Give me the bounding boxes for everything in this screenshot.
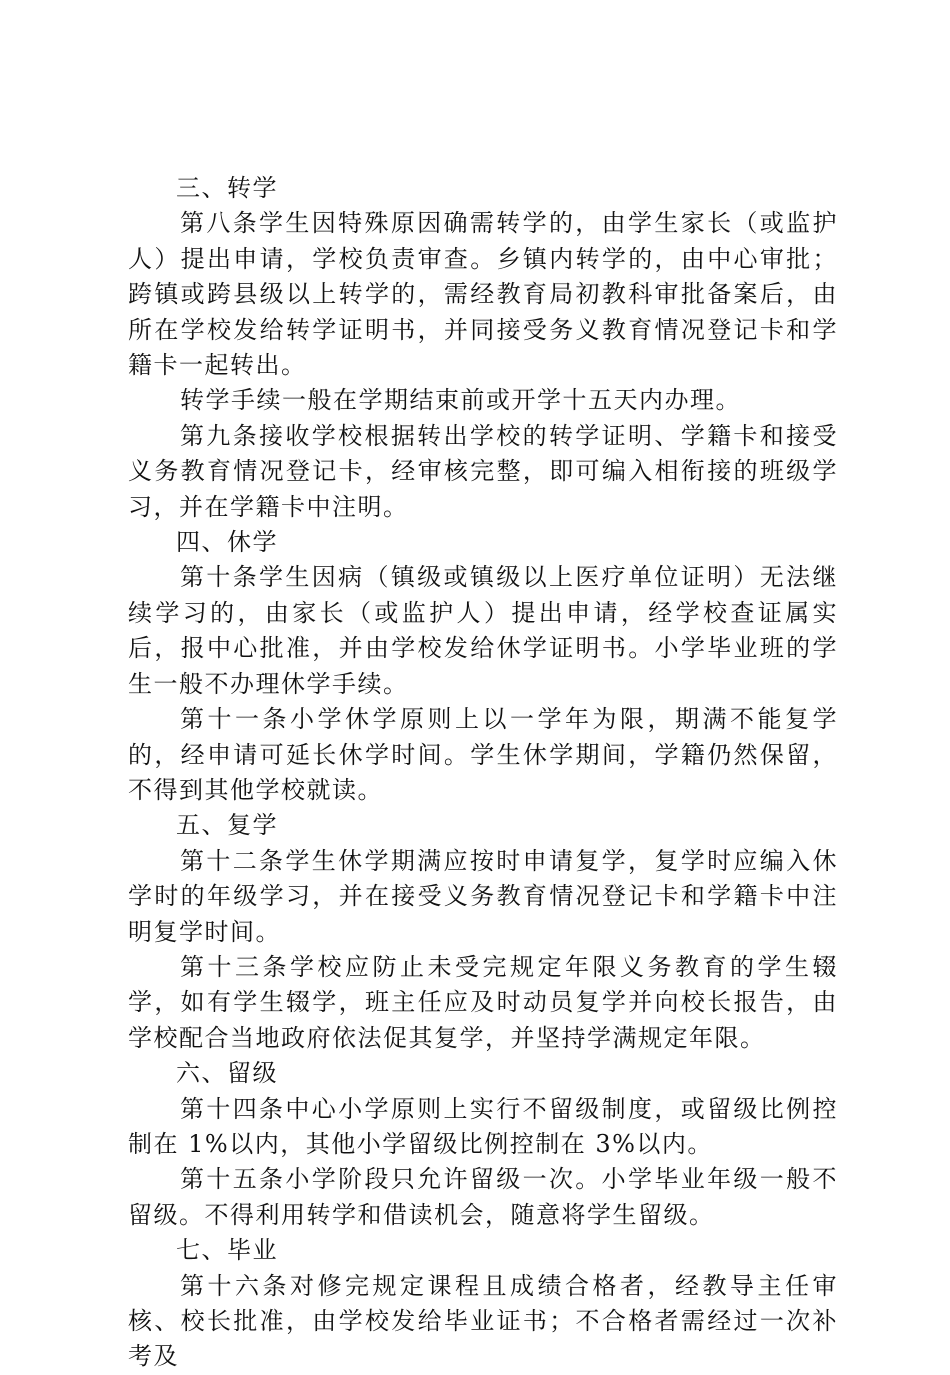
transfer-procedure-paragraph: 转学手续一般在学期结束前或开学十五天内办理。 bbox=[180, 386, 741, 415]
article-15-paragraph: 第十五条小学阶段只允许留级一次。小学毕业年级一般不留级。不得利用转学和借读机会，随意将学生留级。 bbox=[128, 1165, 838, 1229]
section-heading-resumption: 五、复学 bbox=[176, 811, 278, 840]
article-14-paragraph: 第十四条中心小学原则上实行不留级制度，或留级比例控制在 1%以内，其他小学留级比例控制在 3%以内。 bbox=[128, 1094, 838, 1158]
article-10-paragraph: 第十条学生因病（镇级或镇级以上医疗单位证明）无法继续学习的，由家长（或监护人）提出申请，经学校查证属实后，报中心批准，并由学校发给休学证明书。小学毕业班的学生一般不办理休学手续。 bbox=[128, 563, 838, 698]
article-12-paragraph: 第十二条学生休学期满应按时申请复学，复学时应编入休学时的年级学习，并在接受义务教育情况登记卡和学籍卡中注明复学时间。 bbox=[128, 846, 838, 946]
article-13-paragraph: 第十三条学校应防止未受完规定年限义务教育的学生辍学，如有学生辍学，班主任应及时动员复学并向校长报告，由学校配合当地政府依法促其复学，并坚持学满规定年限。 bbox=[128, 952, 838, 1052]
document-body bbox=[128, 171, 838, 1375]
section-heading-graduation: 七、毕业 bbox=[176, 1236, 278, 1265]
article-11-paragraph: 第十一条小学休学原则上以一学年为限，期满不能复学的，经申请可延长休学时间。学生休学期间，学籍仍然保留，不得到其他学校就读。 bbox=[128, 705, 838, 804]
section-heading-transfer: 三、转学 bbox=[176, 174, 278, 202]
section-heading-retention: 六、留级 bbox=[176, 1059, 278, 1088]
section-heading-suspension: 四、休学 bbox=[176, 528, 278, 557]
article-9-paragraph: 第九条接收学校根据转出学校的转学证明、学籍卡和接受义务教育情况登记卡，经审核完整，即可编入相衔接的班级学习，并在学籍卡中注明。 bbox=[128, 421, 838, 521]
article-8-paragraph: 第八条学生因特殊原因确需转学的，由学生家长（或监护人）提出申请，学校负责审查。乡镇内转学的，由中心审批；跨镇或跨县级以上转学的，需经教育局初教科审批备案后，由所在学校发给转学证明书，并同接受务义教育情况登记卡和学籍卡一起转出。 bbox=[128, 209, 838, 380]
article-16-paragraph: 第十六条对修完规定课程且成绩合格者，经教导主任审核、校长批准，由学校发给毕业证书；不合格者需经过一次补考及 bbox=[128, 1271, 838, 1371]
